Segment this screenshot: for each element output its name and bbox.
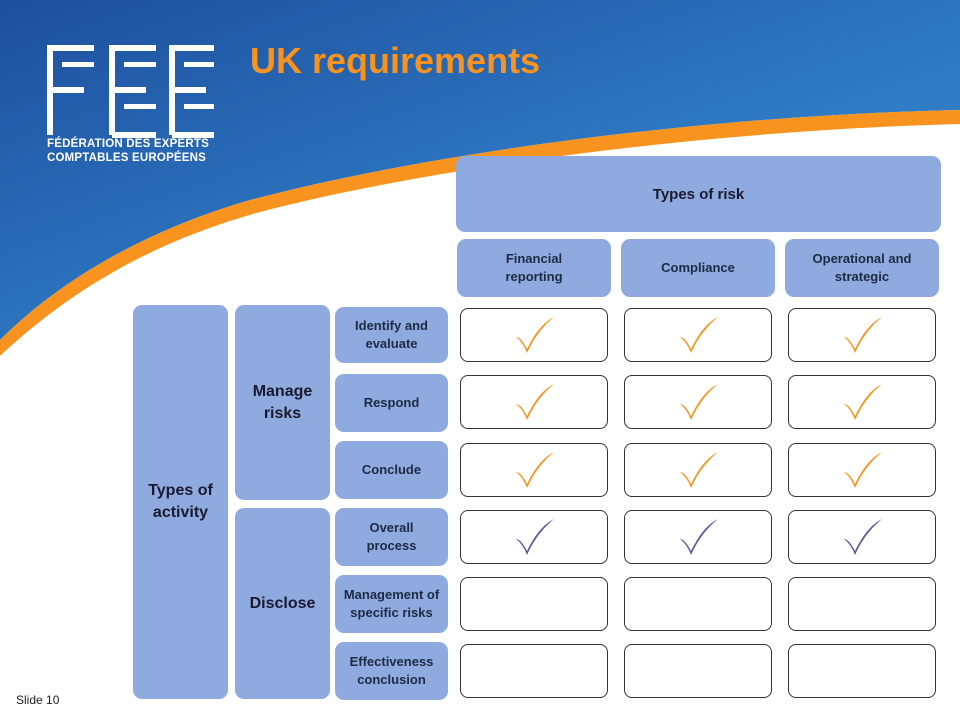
row-label-identify-evaluate [335, 307, 448, 363]
grid-cell [460, 375, 608, 429]
row-label: Overall process [366, 520, 417, 553]
row-label: Respond [363, 395, 420, 410]
grid-cell [460, 644, 608, 698]
checkmark-icon [676, 313, 720, 357]
page-title: UK requirements [250, 40, 541, 81]
column-header-compliance [621, 239, 775, 297]
grid-cell [788, 375, 936, 429]
row-label: Conclude [361, 462, 422, 477]
group-disclose [235, 508, 330, 699]
checkmark-icon [840, 313, 884, 357]
logo-line-1: FÉDÉRATION DES EXPERTS [47, 138, 210, 150]
checkmark-icon [512, 380, 556, 424]
checkmark-icon [840, 448, 884, 492]
grid-cell [788, 510, 936, 564]
logo-text [47, 137, 209, 165]
row-label-respond [335, 374, 448, 432]
logo-line-2: COMPTABLES EUROPÉENS [47, 152, 207, 164]
column-header-label: Financial reporting [505, 251, 563, 284]
grid-cell [624, 644, 772, 698]
grid-cell [624, 375, 772, 429]
grid-cell [460, 443, 608, 497]
grid-cell [788, 644, 936, 698]
grid-cell [460, 308, 608, 362]
checkmark-icon [676, 380, 720, 424]
types-of-risk-label: Types of risk [652, 185, 745, 203]
grid-cell [788, 308, 936, 362]
checkmark-icon [512, 448, 556, 492]
row-label-conclude [335, 441, 448, 499]
grid-cell [788, 577, 936, 631]
column-header-operational-strategic [785, 239, 939, 297]
group-label: Manage risks [252, 382, 313, 422]
column-header-label: Operational and strategic [812, 251, 912, 284]
grid-cell [788, 443, 936, 497]
checkmark-icon [676, 515, 720, 559]
grid-cell [624, 443, 772, 497]
group-label: Disclose [249, 594, 316, 612]
column-header-financial-reporting [457, 239, 611, 297]
grid-cell [624, 510, 772, 564]
types-of-risk-header [456, 156, 941, 232]
column-header-label: Compliance [661, 260, 735, 275]
row-label-effectiveness-conclusion [335, 642, 448, 700]
checkmark-icon [840, 380, 884, 424]
row-label-management-specific-risks [335, 575, 448, 633]
grid-cell [460, 577, 608, 631]
slide-number: Slide 10 [16, 693, 60, 707]
checkmark-icon [512, 313, 556, 357]
types-of-activity-box [133, 305, 228, 699]
types-of-activity-label: Types of activity [148, 482, 213, 521]
group-manage-risks [235, 305, 330, 500]
grid-cell [624, 577, 772, 631]
checkmark-icon [840, 515, 884, 559]
row-label: Management of specific risks [343, 587, 440, 620]
row-label: Effectiveness conclusion [349, 654, 434, 687]
checkmark-icon [512, 515, 556, 559]
row-label-overall-process [335, 508, 448, 566]
grid-cell [460, 510, 608, 564]
grid-cell [624, 308, 772, 362]
checkmark-icon [676, 448, 720, 492]
row-label: Identify and evaluate [355, 318, 428, 351]
